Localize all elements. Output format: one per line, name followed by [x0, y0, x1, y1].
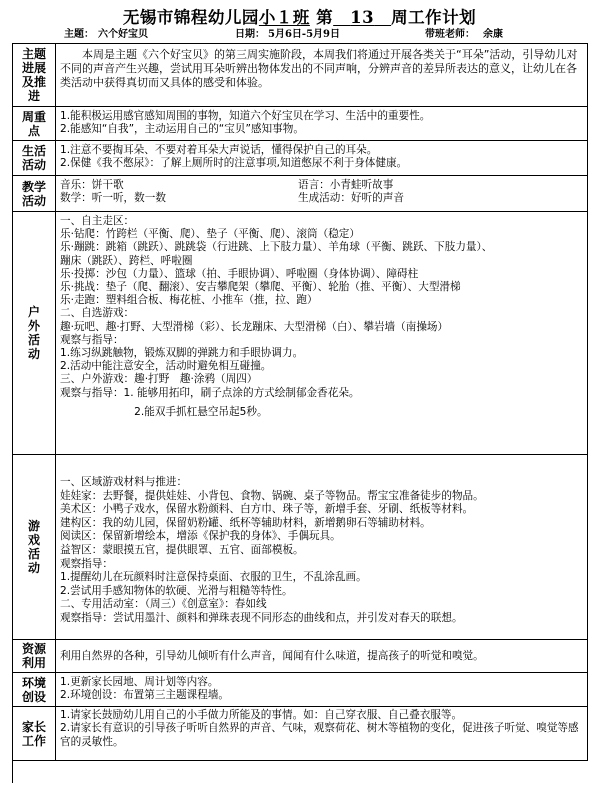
- teacher-value: 余康: [483, 29, 503, 40]
- row-content-teaching-activities: [56, 176, 588, 212]
- row-header-resource-use: 资源 利用: [13, 640, 56, 673]
- theme-label: 主题：: [64, 29, 94, 40]
- row-content-theme-progress: 本周是主题《六个好宝贝》的第三周实施阶段，本周我们将通过开展各类关于“耳朵”活动，引导幼儿对不同的声音产生兴趣，尝试用耳朵听辨出物体发出的不同声响，分辨声音的差异所表达的意义，让幼儿在各类活动中获得真切而又具体的感受和体验。: [56, 44, 588, 107]
- row-header-parent-work: 家长 工作: [13, 707, 56, 761]
- row-header-environment: 环境 创设: [13, 673, 56, 707]
- theme-value: 六个好宝贝: [98, 29, 148, 40]
- kindergarten-name: 无锡市锦程幼儿园: [122, 8, 259, 27]
- header-info-line: [0, 25, 599, 41]
- row-header-life-activities: 生活 活动: [13, 141, 56, 176]
- row-content-weekly-focus: 1.能积极运用感官感知周围的事物，知道六个好宝贝在学习、生活中的重要性。 2.能感知“自我”，主动运用自己的“宝贝”感知事物。: [56, 107, 588, 141]
- week-number: 13: [350, 8, 375, 27]
- date-value: 5月6日-5月9日: [268, 29, 340, 40]
- teaching-generated: 生成活动：好听的声音: [298, 192, 404, 205]
- row-header-teaching-activities: 教学 活动: [13, 176, 56, 212]
- row-content-outdoor-activities: 一、自主走区： 乐·钻爬：竹跨栏（平衡、爬）、垫子（平衡、爬）、滚筒（稳定） 乐·蹦跳：跳箱（跳跃）、跳跳袋（行进跳、上下肢力量）、羊角球（平衡、跳跃、下肢力量）、 蹦床（跳跃）、跨栏、呼啦圈 乐·投掷：沙包（力量）、篮球（拍、手眼协调）、呼啦圈（身体协调）、障碍柱 乐·挑战：垫子（爬、翻滚）、安吉攀爬架（攀爬、平衡）、轮胎（推、平衡）、大型滑梯 乐·走跑：塑料组合板、梅花桩、小推车（推，拉、跑） 二、自选游戏： 趣·玩吧、趣·打野、大型滑梯（彩）、长龙蹦床、大型滑梯（白）、攀岩墙（南操场） 观察与指导： 1.练习纵跳触物，锻炼双脚的弹跳力和手眼协调力。 2.活动中能注意安全，活动时避免相互碰撞。 三、户外游戏：趣·打野 趣·涂鸦（周四） 观察与指导：1. 能够用拓印，刷子点涂的方式绘制郁金香花朵。 2.能双手抓杠悬空吊起5秒。: [56, 212, 588, 455]
- row-content-environment: 1.更新家长园地、周计划等内容。 2.环境创设：布置第三主题课程墙。: [56, 673, 588, 707]
- row-content-game-activities: 一、区域游戏材料与推进： 娃娃家：去野餐，提供娃娃、小背包、食物、锅碗、桌子等物品。帮宝宝准备徒步的物品。 美术区：小鸭子戏水，保留水粉颜料、白方巾、珠子等，新增手套、牙刷、纸板等材料。 建构区：我的幼儿园，保留奶粉罐、纸杯等辅助材料，新增鹅卵石等辅助材料。 阅读区：保留新增绘本，增添《保护我的身体》、手偶玩具。 益智区：蒙眼摸五官，提供眼罩、五官、面部模板。 观察指导： 1.提醒幼儿在玩颜料时注意保持桌面、衣服的卫生，不乱涂乱画。 2.尝试用手感知物体的软硬、光滑与粗糙等特性。 二、专用活动室：（周三）《创意室》：春如线 观察指导：尝试用墨汁、颜料和弹珠表现不同形态的曲线和点，并引发对春天的联想。: [56, 455, 588, 640]
- teaching-math: 数学：听一听，数一数: [60, 192, 166, 205]
- row-header-weekly-focus: 周重 点: [13, 107, 56, 141]
- row-content-life-activities: 1.注意不要掏耳朵、不要对着耳朵大声说话，懂得保护自己的耳朵。 2.保健《我不憋尿》：了解上厕所时的注意事项,知道憋尿不利于身体健康。: [56, 141, 588, 176]
- row-header-outdoor-activities: 户 外 活 动: [13, 212, 56, 455]
- teaching-music: 音乐：饼干歌: [60, 179, 124, 191]
- date-label: 日期：: [235, 29, 265, 40]
- class-name: 小１班: [258, 8, 310, 27]
- weekly-plan-table: [12, 43, 588, 783]
- title-di: 第: [316, 8, 334, 27]
- row-content-parent-work: 1.请家长鼓励幼儿用自己的小手做力所能及的事情。如：自己穿衣服、自己叠衣服等。 2.请家长有意识的引导孩子听听自然界的声音、气味，观察荷花、树木等植物的变化，促进孩子听觉、嗅觉等感官的灵敏性。: [56, 707, 588, 761]
- row-content-resource-use: 利用自然界的各种，引导幼儿倾听有什么声音，闻闻有什么味道，提高孩子的听觉和嗅觉。: [56, 640, 588, 673]
- row-header-game-activities: 游 戏 活 动: [13, 455, 56, 640]
- teacher-label: 带班老师：: [425, 29, 475, 40]
- teaching-language: 语言：小青蛙听故事: [298, 179, 394, 191]
- row-header-theme-progress: 主题 进展 及推 进: [13, 44, 56, 107]
- title-suffix: 周工作计划: [391, 8, 477, 27]
